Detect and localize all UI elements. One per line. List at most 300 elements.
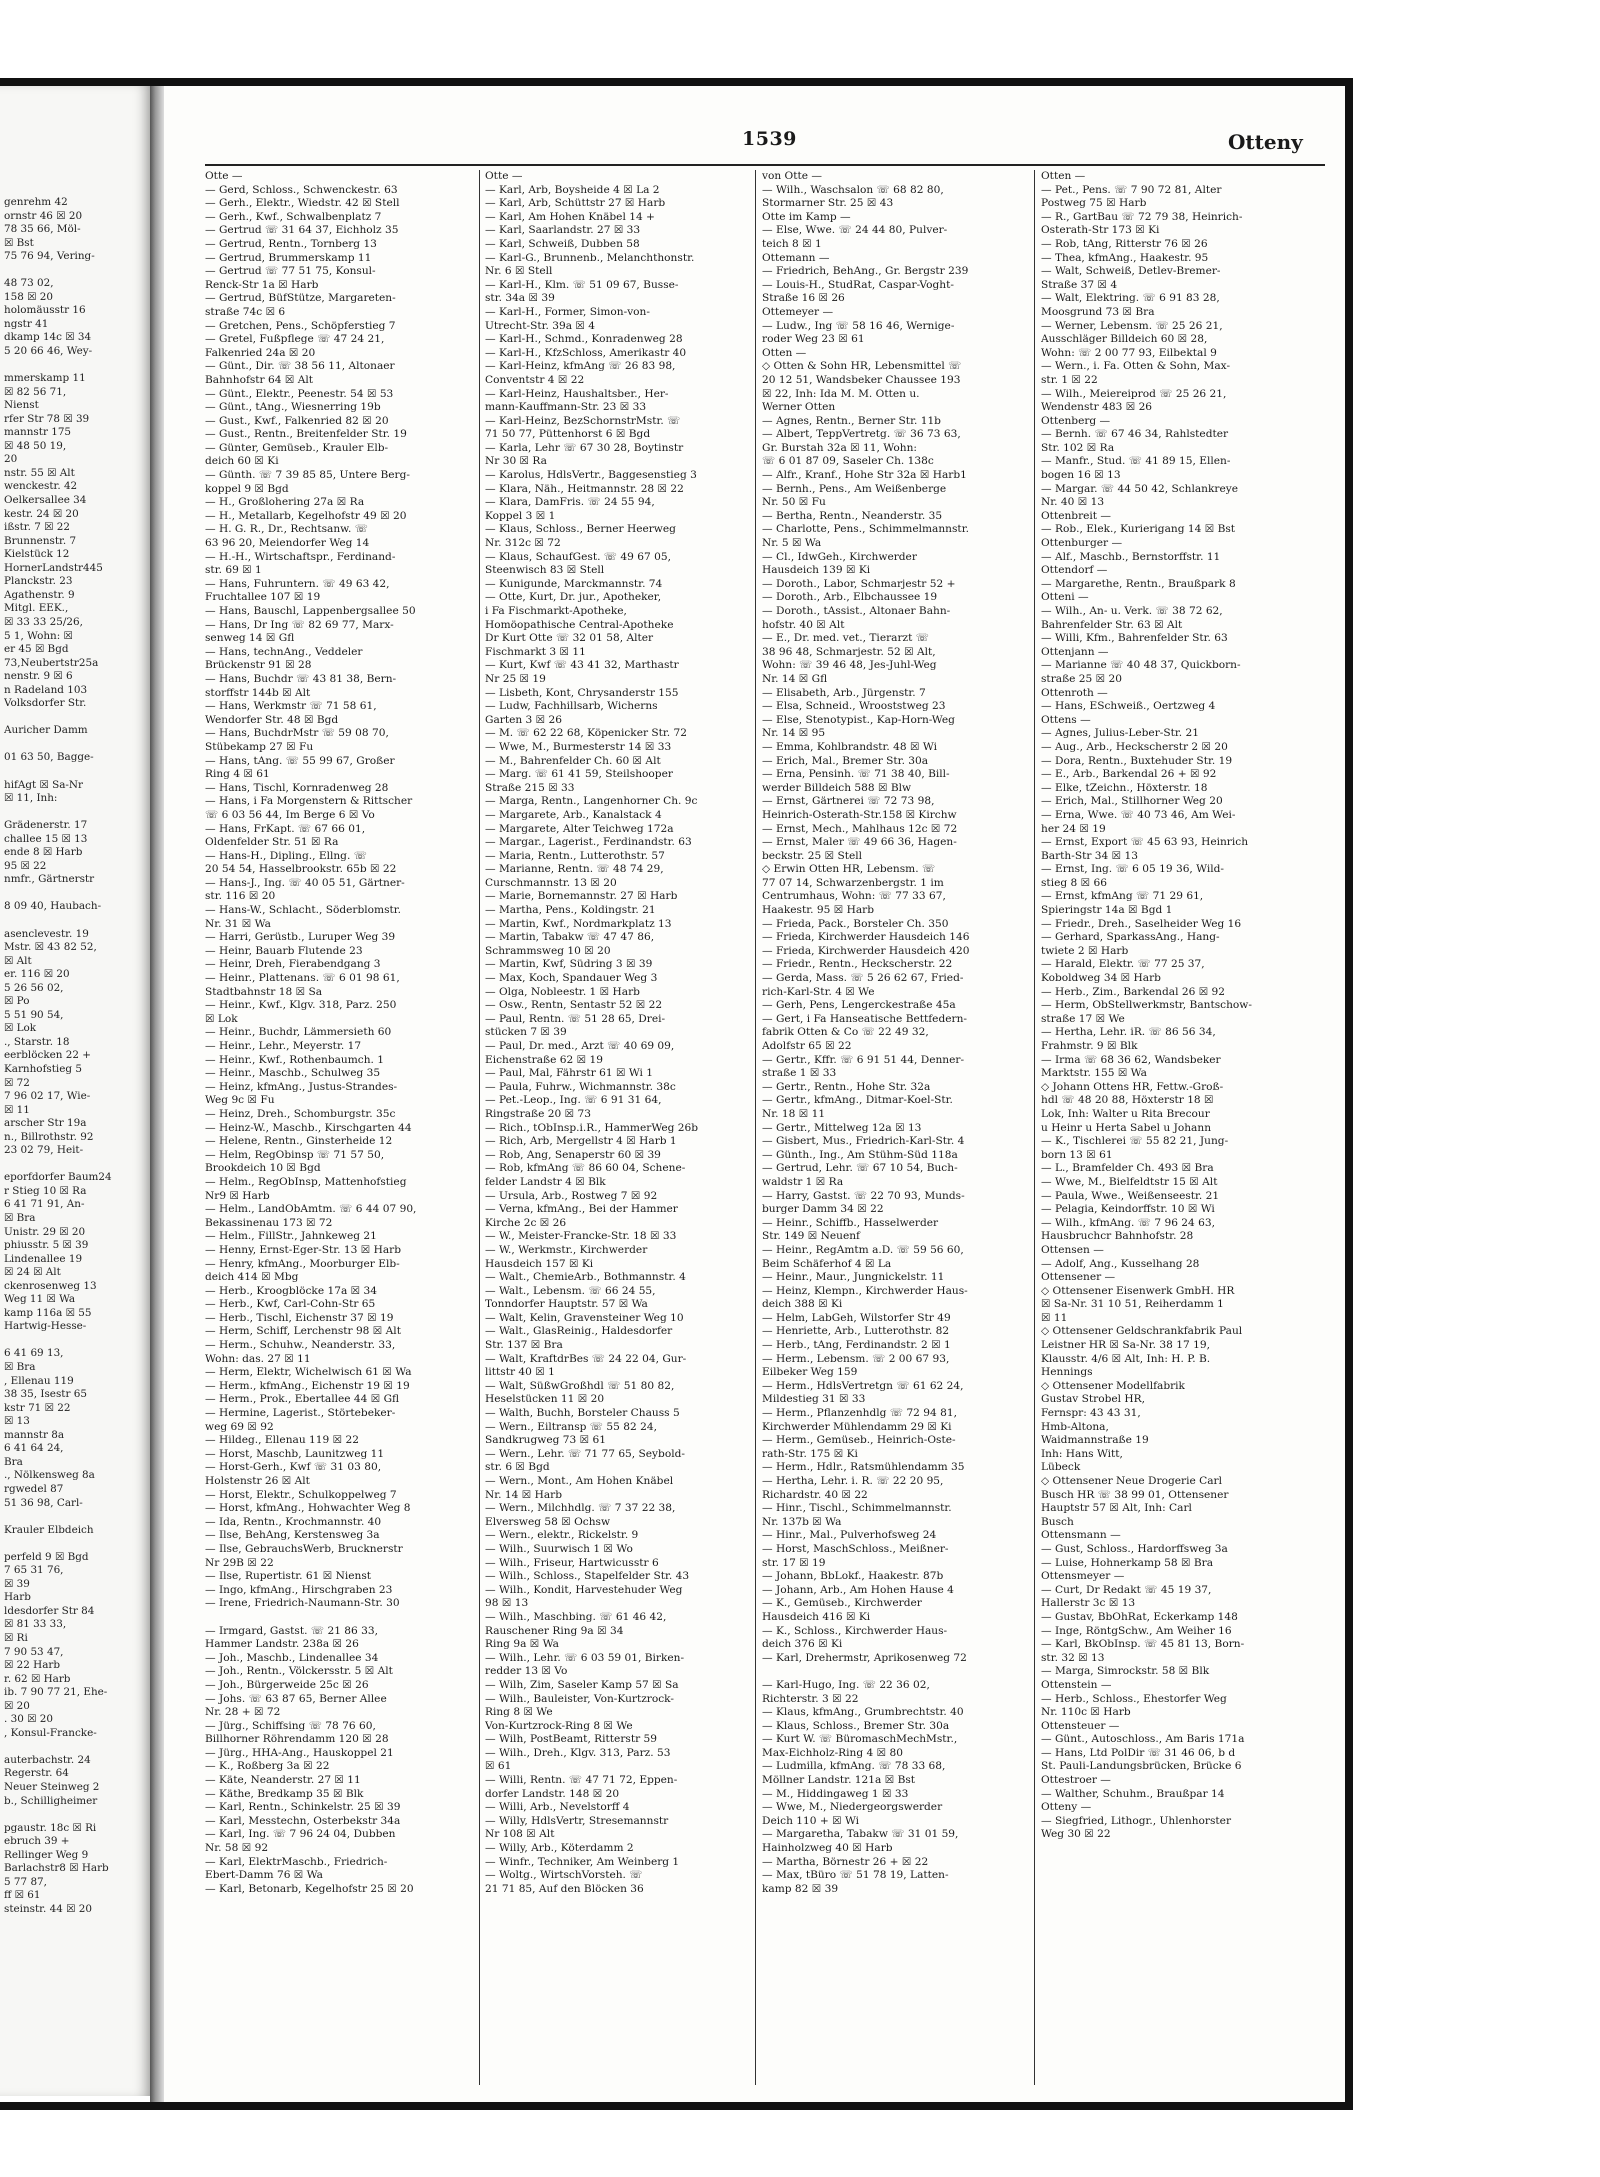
directory-entry-line: — Heinz, Dreh., Schomburgstr. 35c [205,1107,396,1120]
directory-entry-line: Falkenried 24a ☒ 20 [205,346,316,359]
directory-entry-line: — Paul, Dr. med., Arzt ☏ 40 69 09, [485,1040,675,1052]
directory-entry-line: — Luise, Hohnerkamp 58 ☒ Bra [1041,1556,1214,1569]
directory-entry-line: — Harri, Gerüstb., Luruper Weg 39 [205,931,396,944]
directory-entry-line: — Karl, Ing. ☏ 7 96 24 04, Dubben [205,1828,396,1841]
directory-entry-line: dorfer Landstr. 148 ☒ 20 [485,1787,620,1800]
directory-entry-line: Stübekamp 27 ☒ Fu [205,740,314,753]
directory-entry-line: — Karl, ElektrMaschb., Friedrich- [205,1855,388,1868]
directory-entry-line: — Dora, Rentn., Buxtehuder Str. 19 [1041,754,1233,767]
directory-entry-line: — Heinr., Buchdr, Lämmersieth 60 [205,1026,392,1039]
directory-entry-line: — Herb., Kwf, Carl-Cohn-Str 65 [205,1298,376,1311]
directory-entry-line: Inh: Hans Witt, [1041,1447,1123,1460]
directory-entry-line: — Heinr., Plattenans. ☏ 6 01 98 61, [205,972,400,985]
left-page-line: nmfr., Gärtnerstr [4,873,95,886]
left-page-line: 6 41 64 24, [4,1442,64,1455]
directory-entry-line: — Karl-H., Klm. ☏ 51 09 67, Busse- [485,278,679,291]
directory-entry-line: Str. 102 ☒ Ra [1041,441,1115,454]
directory-entry-line: — Gert, i Fa Hanseatische Bettfedern- [762,1012,967,1025]
directory-entry-line: — Jürg., Schiffsing ☏ 78 76 60, [205,1719,376,1732]
directory-entry-line: — Hans, FrKapt. ☏ 67 66 01, [205,822,366,835]
directory-entry-line: Klausstr. 4/6 ☒ Alt, Inh: H. P. B. [1041,1352,1211,1365]
directory-entry-line: Koboldweg 34 ☒ Harb [1041,972,1161,985]
directory-entry-line: — Günth., Ing., Am Stühm-Süd 118a [762,1148,958,1161]
directory-entry-line: — Paula, Wwe., Weißenseestr. 21 [1041,1189,1220,1202]
directory-entry-line: redder 13 ☒ Vo [485,1665,568,1678]
directory-entry-line: — Hans-H., Dipling., Ellng. ☏ [205,849,367,862]
directory-entry-line: 63 96 20, Meiendorfer Weg 14 [205,537,370,550]
directory-entry-line: — Helm, RegObinsp ☏ 71 57 50, [205,1148,385,1161]
directory-entry-line: — Karl-Heinz, kfmAng ☏ 26 83 98, [485,360,676,373]
directory-entry-line: — Karl, Am Hohen Knäbel 14 + [485,210,655,223]
left-page-line: ☒ 22 Harb [4,1659,61,1672]
directory-entry-line: ☒ 11 [1041,1311,1068,1324]
scan-frame-bottom [0,2102,1352,2110]
directory-entry-line: — Alfr., Kranf., Hohe Str 32a ☒ Harb1 [762,469,967,482]
directory-entry-line: beckstr. 25 ☒ Stell [762,849,863,862]
directory-entry-line: — Herb., Kroogblöcke 17a ☒ 34 [205,1284,377,1297]
directory-entry-line: — Hans, Buchdr ☏ 43 81 38, Bern- [205,672,397,685]
left-page-line [4,1537,150,1551]
directory-entry-line: Fischmarkt 3 ☒ 11 [485,645,586,658]
directory-entry-line: ☒ 61 [485,1760,512,1773]
left-page-line: ☒ 13 [4,1415,30,1428]
directory-entry-line: — Günt., Autoschloss., Am Baris 171a [1041,1733,1245,1746]
directory-entry-line: Stadtbahnstr 18 ☒ Sa [205,985,323,998]
directory-entry-line: — Heinr., Kwf., Rothenbaumch. 1 [205,1053,385,1066]
left-page-line: Lindenallee 19 [4,1252,83,1265]
left-page-line: ☒ 11, Inh: [4,792,58,805]
directory-entry-line: Ottenburger — [1041,537,1123,550]
directory-entry-line: — Maria, Rentn., Lutterothstr. 57 [485,849,665,862]
directory-entry-line: — Johs. ☏ 63 87 65, Berner Allee [205,1692,387,1705]
directory-entry-line: — Wilh, Zim, Saseler Kamp 57 ☒ Sa [485,1678,679,1691]
directory-entry-line: — Curt, Dr Redakt ☏ 45 19 37, [1041,1583,1212,1596]
directory-entry-line: — Rob, tAng, Ritterstr 76 ☒ 26 [1041,237,1208,250]
directory-entry-line: — Joh., Bürgerweide 25c ☒ 26 [205,1678,369,1691]
directory-entry-line: Ottens — [1041,713,1091,726]
directory-entry-line: Heinrich-Osterath-Str.158 ☒ Kirchw [762,808,957,821]
left-page-line: 23 02 79, Heit- [4,1144,84,1157]
directory-entry-line: — Walth, Buchh, Borsteler Chauss 5 [485,1407,680,1420]
directory-entry-line: Billhorner Röhrendamm 120 ☒ 28 [205,1733,389,1746]
page-number: 1539 [742,128,797,150]
directory-entry-line: Otte — [205,170,243,182]
directory-entry-line: Rauschener Ring 9a ☒ 34 [485,1624,624,1637]
directory-entry-line: — Ernst, Gärtnerei ☏ 72 73 98, [762,795,935,808]
directory-entry-line: felder Landstr 4 ☒ Blk [485,1175,606,1188]
directory-column-4 [1041,170,1333,2090]
directory-entry-line: — Heinz-W., Maschb., Kirschgarten 44 [205,1121,412,1134]
left-page-line: Kielstück 12 [4,548,70,561]
directory-entry-line: — H. G. R., Dr., Rechtsanw. ☏ [205,523,368,536]
directory-entry-line: deich 388 ☒ Ki [762,1298,843,1311]
directory-entry-line: Ottensen — [1041,1243,1104,1256]
directory-entry-line: — Wilh., Schloss., Stapelfelder Str. 43 [485,1570,690,1583]
directory-entry-line: Hauptstr 57 ☒ Alt, Inh: Carl [1041,1502,1192,1515]
left-page-line: Agathenstr. 9 [4,588,75,601]
directory-entry-line: Nr. 110c ☒ Harb [1041,1706,1131,1719]
directory-entry-line: — Gisbert, Mus., Friedrich-Karl-Str. 4 [762,1135,965,1148]
left-page-line [4,264,150,278]
directory-entry-line: — Elsa, Schneid., Wrooststweg 23 [762,700,946,713]
directory-entry-line: Hallerstr 3c ☒ 13 [1041,1597,1136,1610]
left-page-line: Nienst [4,399,39,412]
directory-entry-line: Ottensener — [1041,1271,1116,1284]
left-page-line: 78 35 66, Möl- [4,223,81,236]
directory-entry-line: Wendenstr 483 ☒ 26 [1041,401,1153,414]
directory-entry-line: — Wilh., Maschbing. ☏ 61 46 42, [485,1610,667,1623]
directory-entry-line: — Martin, Tabakw ☏ 47 47 86, [485,931,655,944]
directory-entry-line: — Hans, Dr Ing ☏ 82 69 77, Marx- [205,618,394,631]
directory-entry-line: Ringstraße 20 ☒ 73 [485,1107,591,1120]
directory-entry-line: — Gertrud ☏ 77 51 75, Konsul- [205,265,376,278]
left-page-line: Barlachstr8 ☒ Harb [4,1862,109,1875]
directory-entry-line: — Hildeg., Ellenau 119 ☒ 22 [205,1434,359,1447]
left-page-line [4,1334,150,1348]
directory-entry-line: — Heinr., RegAmtm a.D. ☏ 59 56 60, [762,1243,964,1256]
directory-entry-line: — Wern., i. Fa. Otten & Sohn, Max- [1041,360,1231,373]
directory-entry-line: Postweg 75 ☒ Harb [1041,197,1147,210]
directory-entry-line: — Herb., Tischl, Eichenstr 37 ☒ 19 [205,1311,394,1324]
directory-entry-line: — Gust, Schloss., Hardorffsweg 3a [1041,1542,1228,1555]
directory-entry-line: — Gerd, Schloss., Schwenckestr. 63 [205,183,398,196]
directory-entry-line: — Jürg., HHA-Ang., Hauskoppel 21 [205,1746,394,1759]
directory-entry-line: — Wern., Mont., Am Hohen Knäbel [485,1475,674,1487]
left-page-line: n Radeland 103 [4,683,88,696]
directory-entry-line: ◇ Erwin Otten HR, Lebensm. ☏ [762,863,936,876]
directory-entry-line: — Karl-Heinz, BezSchornstrMstr. ☏ [485,414,681,427]
directory-entry-line: Wohn: ☏ 2 00 77 93, Eilbektal 9 [1041,346,1217,359]
directory-entry-line: Straße 37 ☒ 4 [1041,278,1118,291]
left-page-line: ☒ 33 33 25/26, [4,615,83,628]
directory-entry-line: — Karl, Drehermstr, Aprikosenweg 72 [762,1651,967,1664]
left-page-edge [0,86,150,2096]
directory-entry-line: Nr. 18 ☒ 11 [762,1107,826,1120]
left-page-line: eerblöcken 22 + [4,1049,91,1062]
directory-entry-line: Nr 30 ☒ Ra [485,455,547,468]
directory-entry-line: — Paula, Fuhrw., Wichmannstr. 38c [485,1080,676,1093]
directory-entry-line: Fruchtallee 107 ☒ 19 [205,591,321,604]
directory-entry-line: rich-Karl-Str. 4 ☒ We [762,985,875,998]
directory-entry-line: — Herm., Schuhw., Neanderstr. 33, [205,1339,396,1352]
left-page-line: . 30 ☒ 20 [4,1713,53,1726]
left-page-line: genrehm 42 [4,196,68,208]
left-page-line [4,887,150,901]
directory-entry-line: — Doroth., tAssist., Altonaer Bahn- [762,605,951,617]
left-page-line: phiusstr. 5 ☒ 39 [4,1239,89,1252]
directory-entry-line: — Margarete, Alter Teichweg 172a [485,822,674,835]
directory-entry-line: — Herb., Schloss., Ehestorfer Weg [1041,1692,1227,1705]
directory-entry-line: — Klaus, kfmAng., Grumbrechtstr. 40 [762,1706,964,1719]
directory-entry-line: — Adolf, Ang., Kusselhang 28 [1041,1257,1200,1270]
left-page-line: auterbachstr. 24 [4,1753,91,1766]
directory-entry-line: — Wilh., Lehr. ☏ 6 03 59 01, Birken- [485,1651,685,1664]
directory-entry-line: Ottestroer — [1041,1774,1111,1787]
directory-column-1 [205,170,465,2090]
directory-entry-line: Ottendorf — [1041,564,1108,577]
directory-entry-line: mann-Kauffmann-Str. 23 ☒ 33 [485,401,647,414]
directory-entry-line: — Ida, Rentn., Krochmannstr. 40 [205,1515,382,1528]
left-page-line: Weg 11 ☒ Wa [4,1293,76,1306]
left-page-line: Neuer Steinweg 2 [4,1780,100,1793]
directory-entry-line: — Friedrich, BehAng., Gr. Bergstr 239 [762,265,969,278]
left-page-line [4,1158,150,1172]
left-page-line: ☒ 81 33 33, [4,1618,67,1631]
left-page-line: ldesdorfer Str 84 [4,1604,95,1617]
left-page-line: , Konsul-Francke- [4,1726,97,1739]
left-page-line [4,914,150,928]
directory-entry-line: — Kurt, Kwf ☏ 43 41 32, Marthastr [485,659,679,672]
left-page-line: Bra [4,1455,23,1468]
left-page-line: ., Nölkensweg 8a [4,1469,95,1482]
directory-entry-line: — Käte, Neanderstr. 27 ☒ 11 [205,1774,361,1787]
book-gutter [150,86,164,2102]
directory-entry-line: — Heinr., Kwf., Klgv. 318, Parz. 250 [205,999,397,1012]
directory-entry-line: — Martin, Kwf., Nordmarkplatz 13 [485,917,672,930]
directory-entry-line: — Rich., tObInsp.i.R., HammerWeg 26b [485,1121,699,1134]
directory-entry-line: — Frieda, Kirchwerder Hausdeich 146 [762,931,970,944]
directory-entry-line: teich 8 ☒ 1 [762,237,822,250]
left-page-line: ☒ Bst [4,236,34,249]
directory-entry-line: Hainholzweg 40 ☒ Harb [762,1842,893,1855]
left-page-line: hifAgt ☒ Sa-Nr [4,778,83,791]
left-page-line: ., Starstr. 18 [4,1035,70,1048]
directory-entry-line: — Heinr., Schiffb., Hasselwerder [762,1216,939,1229]
directory-entry-line: str. 17 ☒ 19 [762,1556,826,1569]
directory-entry-line: Tonndorfer Hauptstr. 57 ☒ Wa [485,1298,648,1311]
directory-entry-line: Waidmannstraße 19 [1041,1434,1149,1447]
directory-entry-line: ◇ Ottensener Neue Drogerie Carl [1041,1475,1222,1487]
left-page-line: asenclevestr. 19 [4,927,89,940]
directory-entry-line: Ebert-Damm 76 ☒ Wa [205,1869,323,1882]
directory-entry-line: — Herm, Schiff, Lerchenstr 98 ☒ Alt [205,1325,401,1338]
directory-entry-line: straße 17 ☒ We [1041,1012,1125,1025]
directory-entry-line: Kirchwerder Mühlendamm 29 ☒ Ki [762,1420,952,1433]
directory-entry-line: — Alf., Maschb., Bernstorffstr. 11 [1041,550,1221,563]
directory-entry-line: — Heinr., Lehr., Meyerstr. 17 [205,1040,362,1052]
directory-entry-line: Nr. 137b ☒ Wa [762,1515,842,1528]
directory-entry-line: — Ernst, kfmAng ☏ 71 29 61, [1041,890,1204,903]
directory-entry-line: — Marianne ☏ 40 48 37, Quickborn- [1041,659,1241,672]
directory-entry-line: ☏ 6 03 56 44, Im Berge 6 ☒ Vo [205,808,375,821]
left-page-line: ff ☒ 61 [4,1889,41,1902]
directory-entry-line: — Erich, Mal., Stillhorner Weg 20 [1041,795,1223,808]
directory-entry-line: — Heinr, Dreh, Fierabendgang 3 [205,958,381,971]
directory-entry-line: — Marianne, Rentn. ☏ 48 74 29, [485,863,664,876]
directory-entry-line: Hennings [1041,1366,1093,1379]
directory-entry-line: — R., GartBau ☏ 72 79 38, Heinrich- [1041,210,1243,223]
directory-entry-line: bogen 16 ☒ 13 [1041,469,1121,482]
directory-entry-line: — Wwe, M., Niedergeorgswerder [762,1801,943,1814]
directory-entry-line: fabrik Otten & Co ☏ 22 49 32, [762,1026,929,1039]
directory-entry-line: 21 71 85, Auf den Blöcken 36 [485,1882,644,1895]
directory-entry-line: — Woltg., WirtschVorsteh. ☏ [485,1869,643,1882]
directory-entry-line: Osterath-Str 173 ☒ Ki [1041,224,1160,237]
directory-entry-line: Nr 108 ☒ Alt [485,1828,555,1841]
directory-entry-line: — Friedr., Rentn., Heckscherstr. 22 [762,958,953,971]
left-page-line: pgaustr. 18c ☒ Ri [4,1821,97,1834]
left-page-line: Volksdorfer Str. [4,697,87,710]
left-page-line: 6 41 69 13, [4,1347,64,1360]
directory-entry-line: — Hans-J., Ing. ☏ 40 05 51, Gärtner- [205,876,405,889]
directory-entry-line: — Ernst, Ing. ☏ 6 05 19 36, Wild- [1041,863,1225,876]
directory-entry-line: — Martha, Pens., Koldingstr. 21 [485,904,656,917]
directory-entry-line: — Horst, kfmAng., Hohwachter Weg 8 [205,1502,411,1515]
directory-entry-line: — Hinr., Tischl., Schimmelmannstr. [762,1502,952,1515]
directory-entry-line: Barth-Str 34 ☒ 13 [1041,849,1138,862]
directory-entry-line: str. 34a ☒ 39 [485,292,555,305]
left-page-line: 5 26 56 02, [4,981,64,994]
directory-entry-line: Nr 25 ☒ 19 [485,672,546,685]
directory-entry-line: Koppel 3 ☒ 1 [485,509,556,522]
directory-entry-line: — Hans, Ltd PolDir ☏ 31 46 06, b d [1041,1746,1236,1759]
directory-entry-line: rath-Str. 175 ☒ Ki [762,1447,858,1460]
directory-entry-line: — Else, Wwe. ☏ 24 44 80, Pulver- [762,224,948,237]
directory-entry-line: Frahmstr. 9 ☒ Blk [1041,1040,1138,1052]
directory-entry-line: Straße 16 ☒ 26 [762,292,845,305]
directory-entry-line: — Kunigunde, Marckmannstr. 74 [485,577,663,590]
left-page-line: 20 [4,453,18,466]
directory-entry-line: Fernspr: 43 43 31, [1041,1407,1141,1420]
directory-entry-line: Max-Eichholz-Ring 4 ☒ 80 [762,1746,903,1759]
directory-entry-line: — Aug., Arb., Heckscherstr 2 ☒ 20 [1041,740,1228,753]
directory-entry-line: — Henry, kfmAng., Moorburger Elb- [205,1257,400,1270]
directory-entry-line: Curschmannstr. 13 ☒ 20 [485,876,617,889]
directory-entry-line: — Joh., Rentn., Völckersstr. 5 ☒ Alt [205,1665,393,1678]
directory-entry-line: ◇ Ottensener Geldschrankfabrik Paul [1041,1325,1243,1338]
directory-entry-line: — Gerh, Pens, Lengerckestraße 45a [762,999,956,1012]
directory-entry-line: Leistner HR ☒ Sa-Nr. 38 17 19, [1041,1339,1210,1352]
left-page-line: mannstr 8a [4,1428,65,1441]
left-page-line: ☒ 20 [4,1699,30,1712]
directory-entry-line [762,1665,1024,1679]
left-page-line [4,765,150,779]
directory-entry-line: — Karl-Hugo, Ing. ☏ 22 36 02, [762,1678,930,1691]
directory-entry-line: littstr 40 ☒ 1 [485,1366,555,1379]
directory-entry-line: Ottemeyer — [762,305,834,318]
left-page-line: holomäusstr 16 [4,304,86,317]
directory-entry-line: Renck-Str 1a ☒ Harb [205,278,319,291]
directory-entry-line: — Heinr., Maur., Jungnickelstr. 11 [762,1271,945,1284]
directory-entry-line: Sandkrugweg 73 ☒ 61 [485,1434,606,1447]
directory-entry-line: Ottensmann — [1041,1529,1121,1542]
left-page-line: ☒ 11 [4,1103,30,1116]
directory-entry-line: — Hinr., Mal., Pulverhofsweg 24 [762,1529,937,1542]
directory-entry-line: Ottenroth — [1041,686,1108,699]
directory-entry-line: Heselstücken 11 ☒ 20 [485,1393,605,1406]
directory-entry-line: hdl ☏ 48 20 88, Höxterstr 18 ☒ [1041,1094,1214,1107]
directory-entry-line: Beim Schäferhof 4 ☒ La [762,1257,892,1270]
directory-entry-line: — Karl, Rentn., Schinkelstr. 25 ☒ 39 [205,1801,401,1814]
directory-entry-line: — Werner, Lebensm. ☏ 25 26 21, [1041,319,1223,332]
directory-entry-line: — Max, tBüro ☏ 51 78 19, Latten- [762,1869,949,1882]
directory-entry-line: — Wwe, M., Bielfeldtstr 15 ☒ Alt [1041,1175,1218,1188]
left-page-line: Regerstr. 64 [4,1767,69,1780]
directory-entry-line: — Cl., IdwGeh., Kirchwerder [762,550,917,563]
directory-entry-line: — Erna, Pensinh. ☏ 71 38 40, Bill- [762,768,950,781]
left-page-line: Unistr. 29 ☒ 20 [4,1225,86,1238]
directory-entry-line: 98 ☒ 13 [485,1597,529,1610]
directory-entry-line: Mildestieg 31 ☒ 33 [762,1393,866,1406]
directory-entry-line: — Joh., Maschb., Lindenallee 34 [205,1651,379,1664]
directory-entry-line: — Ludw, Fachhillsarb, Wicherns [485,700,658,713]
directory-entry-line: — Bernh., Pens., Am Weißenberge [762,482,947,495]
directory-entry-line: — Margar., Lagerist., Ferdinandstr. 63 [485,836,692,849]
left-page-line: ☒ Ri [4,1631,28,1644]
directory-entry-line: str. 32 ☒ 13 [1041,1651,1105,1664]
directory-entry-line: — Charlotte, Pens., Schimmelmannstr. [762,523,969,536]
left-page-line: Karnhofstieg 5 [4,1063,82,1075]
directory-entry-line: Busch [1041,1515,1074,1528]
directory-entry-line: — Karl, Saarlandstr. 27 ☒ 33 [485,224,641,237]
directory-entry-line: — Walt, KraftdrBes ☏ 24 22 04, Gur- [485,1352,687,1365]
directory-entry-line: — Rich, Arb, Mergellstr 4 ☒ Harb 1 [485,1135,677,1148]
directory-entry-line: burger Damm 34 ☒ 22 [762,1203,884,1216]
directory-entry-line: — Herm., Hdlr., Ratsmühlendamm 35 [762,1461,965,1474]
directory-entry-line: straße 25 ☒ 20 [1041,672,1122,685]
directory-entry-line: — Walt, Elektring. ☏ 6 91 83 28, [1041,292,1220,305]
directory-entry-line: — Doroth., Arb., Elbchaussee 19 [762,591,938,604]
directory-entry-line: — Herm., Prok., Ebertallee 44 ☒ Gfl [205,1393,400,1406]
directory-entry-line: — Karl-Heinz, Haushaltsber., Her- [485,387,669,400]
directory-entry-line: born 13 ☒ 61 [1041,1148,1113,1161]
directory-entry-line: Utrecht-Str. 39a ☒ 4 [485,319,596,332]
directory-entry-line: — Henny, Ernst-Eger-Str. 13 ☒ Harb [205,1243,402,1256]
directory-entry-line: — Else, Stenotypist., Kap-Horn-Weg [762,713,955,726]
left-page-line: challee 15 ☒ 13 [4,832,88,845]
left-page-line: ☒ Bra [4,1212,36,1225]
directory-entry-line: — Ilse, GebrauchsWerb, Brucknerstr [205,1542,403,1555]
directory-entry-line: werder Billdeich 588 ☒ Blw [762,781,912,794]
left-page-line: kstr 71 ☒ 22 [4,1401,71,1414]
left-page-line: ☒ 39 [4,1577,30,1590]
directory-entry-line: Spieringstr 14a ☒ Bgd 1 [1041,904,1173,917]
directory-entry-line: — Wern., elektr., Rickelstr. 9 [485,1529,639,1542]
directory-entry-line: — Helm., FillStr., Jahnkeweg 21 [205,1230,377,1243]
directory-entry-line: Nr9 ☒ Harb [205,1189,270,1202]
directory-entry-line: Eilbeker Weg 159 [762,1366,858,1379]
directory-entry-line: Hausdeich 139 ☒ Ki [762,564,871,577]
directory-entry-line: — Rob, Ang, Senaperstr 60 ☒ 39 [485,1148,661,1161]
left-page-line: 5 77 87, [4,1875,47,1888]
left-page-line: ☒ Alt [4,954,32,967]
directory-entry-line: — Hans, Werkmstr ☏ 71 58 61, [205,700,377,713]
directory-entry-line: Hmb-Altona, [1041,1420,1109,1433]
directory-entry-line: — Horst-Gerh., Kwf ☏ 31 03 80, [205,1461,382,1474]
directory-entry-line: ☒ Sa-Nr. 31 10 51, Reiherdamm 1 [1041,1298,1224,1311]
directory-entry-line: Centrumhaus, Wohn: ☏ 77 33 67, [762,890,946,903]
directory-entry-line: — Willi, Rentn. ☏ 47 71 72, Eppen- [485,1774,678,1787]
left-page-line: ☒ 48 50 19, [4,439,67,452]
directory-entry-line: — Herm., Pflanzenhdlg ☏ 72 94 81, [762,1407,957,1420]
left-page-line: ☒ 24 ☒ Alt [4,1266,61,1279]
left-page-line: ißstr. 7 ☒ 22 [4,521,70,534]
directory-entry-line: — Gerhard, SparkassAng., Hang- [1041,931,1220,944]
directory-entry-line: — Hans, ESchweiß., Oertzweg 4 [1041,700,1216,713]
directory-entry-line: — Wilh., An- u. Verk. ☏ 38 72 62, [1041,605,1223,617]
directory-entry-line: — Pelagia, Keindorffstr. 10 ☒ Wi [1041,1203,1215,1216]
left-page-line [4,359,150,373]
directory-entry-line: — Wilh, PostBeamt, Ritterstr 59 [485,1733,657,1746]
directory-entry-line: — Walt., Lebensm. ☏ 66 24 55, [485,1284,656,1297]
left-page-line: 48 73 02, [4,277,54,290]
directory-entry-line: Nr. 312c ☒ 72 [485,537,561,550]
directory-entry-line: — Ilse, BehAng, Kerstensweg 3a [205,1529,380,1542]
directory-entry-line: — Johann, BbLokf., Haakestr. 87b [762,1570,944,1583]
left-page-line: rfer Str 78 ☒ 39 [4,412,90,425]
left-page-line: ☒ 72 [4,1076,30,1089]
directory-entry-line: Weg 30 ☒ 22 [1041,1828,1111,1841]
